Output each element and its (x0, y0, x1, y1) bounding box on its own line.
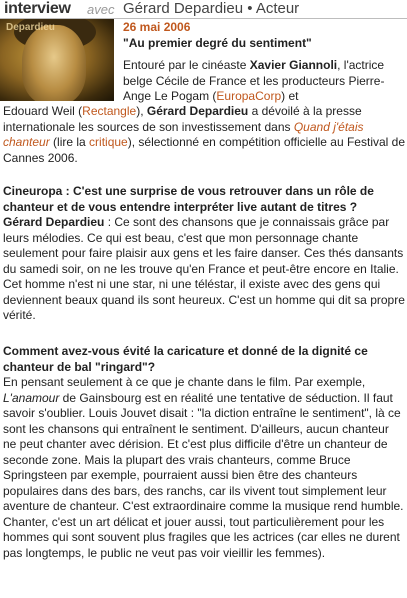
intro-text: Entouré par le cinéaste (123, 58, 250, 72)
intro-text: ) et (281, 89, 299, 103)
photo-caption: Depardieu (6, 22, 55, 33)
section-sublabel: avec (87, 2, 115, 17)
article-headline: "Au premier degré du sentiment" (123, 36, 312, 50)
critique-link[interactable]: critique (89, 135, 128, 149)
answer-1 (3, 215, 405, 324)
answer-text: de Gainsbourg est en réalité une tentative de séduction. Il faut savoir s'oublier. Louis Jouvet disait : "la diction entraîne le sentiment", là ce sont les chansons qui entraînent le sentiment. D'ailleurs, aucun chanteur ne peut chanter avec dérision. Et c'est plus difficile d'être un chanteur de seconde zone. Mais la plupart des vrais chanteurs, comme Bruce Springsteen par exemple, pourraient aussi bien être des chanteurs populaires dans des bars, des ranchs, car ils vivent tout simplement leur aventure de chanteur. C'est extraordinaire comme la musique rend humble. Chanter, c'est un art délicat et jouer aussi, tout particulièrement pour les hommes qui sont souvent plus fragiles que les actrices (car elles ne durent pas longtemps, le public ne veut pas voir vieillir les femmes). (3, 390, 404, 560)
intro-text: , l'actrice belge Cécile de France et les producteurs Pierre-Ange Le Pogam ( (123, 58, 385, 103)
intro-text: Edouard Weil ( (3, 104, 83, 118)
answer-2 (3, 375, 405, 561)
intro-paragraph-bottom (3, 104, 405, 166)
qa-block-2 (3, 344, 405, 561)
intro-text: ), sélectionné en compétition officielle au Festival de Cannes 2006. (3, 135, 405, 165)
film-link[interactable]: Quand j'étais chanteur (3, 119, 364, 149)
portrait-photo (0, 19, 114, 101)
answer-text: : Ce sont des chansons que je connaissais grâce par leurs mélodies. Ce qui est beau, c'est que mon personnage chante seulement pour faire plaisir aux gens et les faire danser. Ces thés dansants du samedi soir, on ne les trouve qu'en France et peut-être encore en Italie. Cet homme n'est ni une star, ni une téléstar, il existe avec des gens qui deviennent beaux quand ils sont heureux. C'est un homme qui dit sa propre vérité. (3, 215, 405, 322)
intro-text: ), (136, 104, 147, 118)
song-title: L'anamour (3, 390, 60, 405)
page-header (0, 0, 407, 19)
speaker-name: Gérard Depardieu (3, 215, 105, 229)
intro-text: (lire la (49, 135, 90, 149)
actor-name: Gérard Depardieu (146, 104, 249, 118)
europacorp-link[interactable]: EuropaCorp (216, 89, 282, 103)
rectangle-link[interactable]: Rectangle (82, 104, 137, 118)
article-date: 26 mai 2006 (123, 20, 191, 34)
question-2: Comment avez-vous évité la caricature et donné de la dignité ce chanteur de bal "ringard"? (3, 344, 368, 374)
qa-block-1 (3, 184, 405, 324)
page-title: Gérard Depardieu • Acteur (123, 0, 300, 17)
director-name: Xavier Giannoli (249, 58, 338, 72)
intro-text: a dévoilé à la presse internationale les sources de son investissement dans (3, 104, 362, 134)
question-1: Cineuropa : C'est une surprise de vous retrouver dans un rôle de chanteur et de vous entendre interpréter live autant de titres ? (3, 184, 374, 214)
section-label: interview (4, 0, 71, 17)
portrait-face (22, 25, 86, 101)
answer-text: En pensant seulement à ce que je chante dans le film. Par exemple, (3, 375, 366, 389)
intro-paragraph-top (123, 58, 405, 105)
